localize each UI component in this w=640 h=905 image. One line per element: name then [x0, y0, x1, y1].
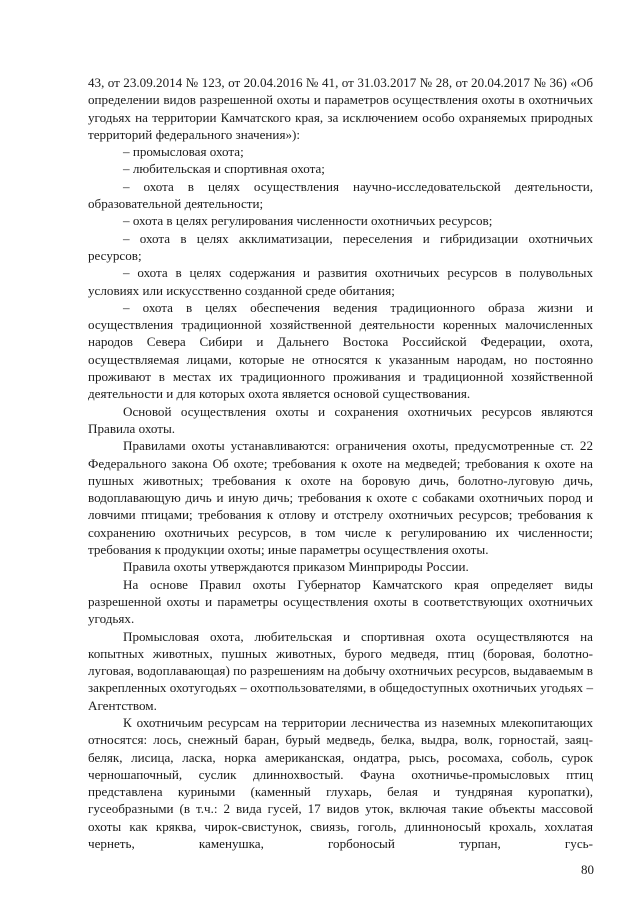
paragraph: Правилами охоты устанавливаются: ограничения охоты, предусмотренные ст. 22 Федерального закона Об охоте; требования к охоте на медведей; требования к охоте на пушных животных; требования к охоте на боровую дичь, болотно-луговую дичь, водоплавающую дичь и иную дичь; требования к охоте с собаками охотничьих пород и ловчими птицами; требования к отлову и отстрелу охотничьих ресурсов; требования к сохранению охотничьих ресурсов, в том числе к регулированию их численности; требования к продукции охоты; иные параметры осуществления охоты.	[88, 438, 593, 558]
list-item: – промысловая охота;	[123, 144, 244, 160]
list-item: – охота в целях обеспечения ведения традиционного образа жизни и осуществления традиционной хозяйственной деятельности коренных малочисленных народов Севера Сибири и Дальнего Востока Российской Федерации, охота, осуществляемая лицами, которые не относятся к указанным народам, но постоянно проживают в местах их традиционного проживания и традиционной хозяйственной деятельности и для которых охота является основой существования.	[88, 299, 593, 402]
list-item: – любительская и спортивная охота;	[123, 161, 325, 177]
paragraph: К охотничьим ресурсам на территории лесничества из наземных млекопитающих относятся: лось, снежный баран, бурый медведь, белка, выдра, волк, горностай, заяц-беляк, лисица, ласка, норка американская, ондатра, рысь, росомаха, соболь, сурок черношапочный, суслик длиннохвостый. Фауна охотничье-промысловых птиц представлена куриными (каменный глухарь, белая и тундряная куропатки), гусеобразными (в т.ч.: 2 вида гусей, 17 видов уток, включая такие объекты массовой охоты как кряква, чирок-свистунок, свиязь, гоголь, длинноносый крохаль, хохлатая чернеть, каменушка, горбоносый турпан, гусь-	[88, 714, 593, 852]
list-item: – охота в целях регулирования численности охотничьих ресурсов;	[123, 213, 493, 229]
paragraph: На основе Правил охоты Губернатор Камчатского края определяет виды разрешенной охоты и параметры осуществления охоты в соответствующих охотничьих угодьях.	[88, 576, 593, 627]
list-item: – охота в целях содержания и развития охотничьих ресурсов в полувольных условиях или искусственно созданной среде обитания;	[88, 265, 593, 298]
list-item: – охота в целях осуществления научно-исследовательской деятельности, образовательной деятельности;	[88, 178, 593, 212]
paragraph: Правила охоты утверждаются приказом Минприроды России.	[123, 559, 469, 575]
paragraph: Промысловая охота, любительская и спортивная охота осуществляются на копытных животных, пушных животных, бурого медведя, птиц (боровая, болотно-луговая, водоплавающая) по разрешениям на добычу охотничьих ресурсов, выдаваемым в закрепленных охотугодьях – охотпользователями, в общедоступных охотничьих угодьях – Агентством.	[88, 628, 593, 713]
page-number: 80	[581, 862, 594, 877]
paragraph: Основой осуществления охоты и сохранения охотничьих ресурсов являются Правила охоты.	[88, 403, 593, 436]
page-body	[88, 74, 593, 852]
list-item: – охота в целях акклиматизации, переселения и гибридизации охотничьих ресурсов;	[88, 230, 593, 263]
paragraph: 43, от 23.09.2014 № 123, от 20.04.2016 № 41, от 31.03.2017 № 28, от 20.04.2017 № 36) «Об определении видов разрешенной охоты и параметров осуществления охоты в охотничьих угодьях на территории Камчатского края, за исключением особо охраняемых природных территорий федерального значения»):	[88, 75, 593, 142]
